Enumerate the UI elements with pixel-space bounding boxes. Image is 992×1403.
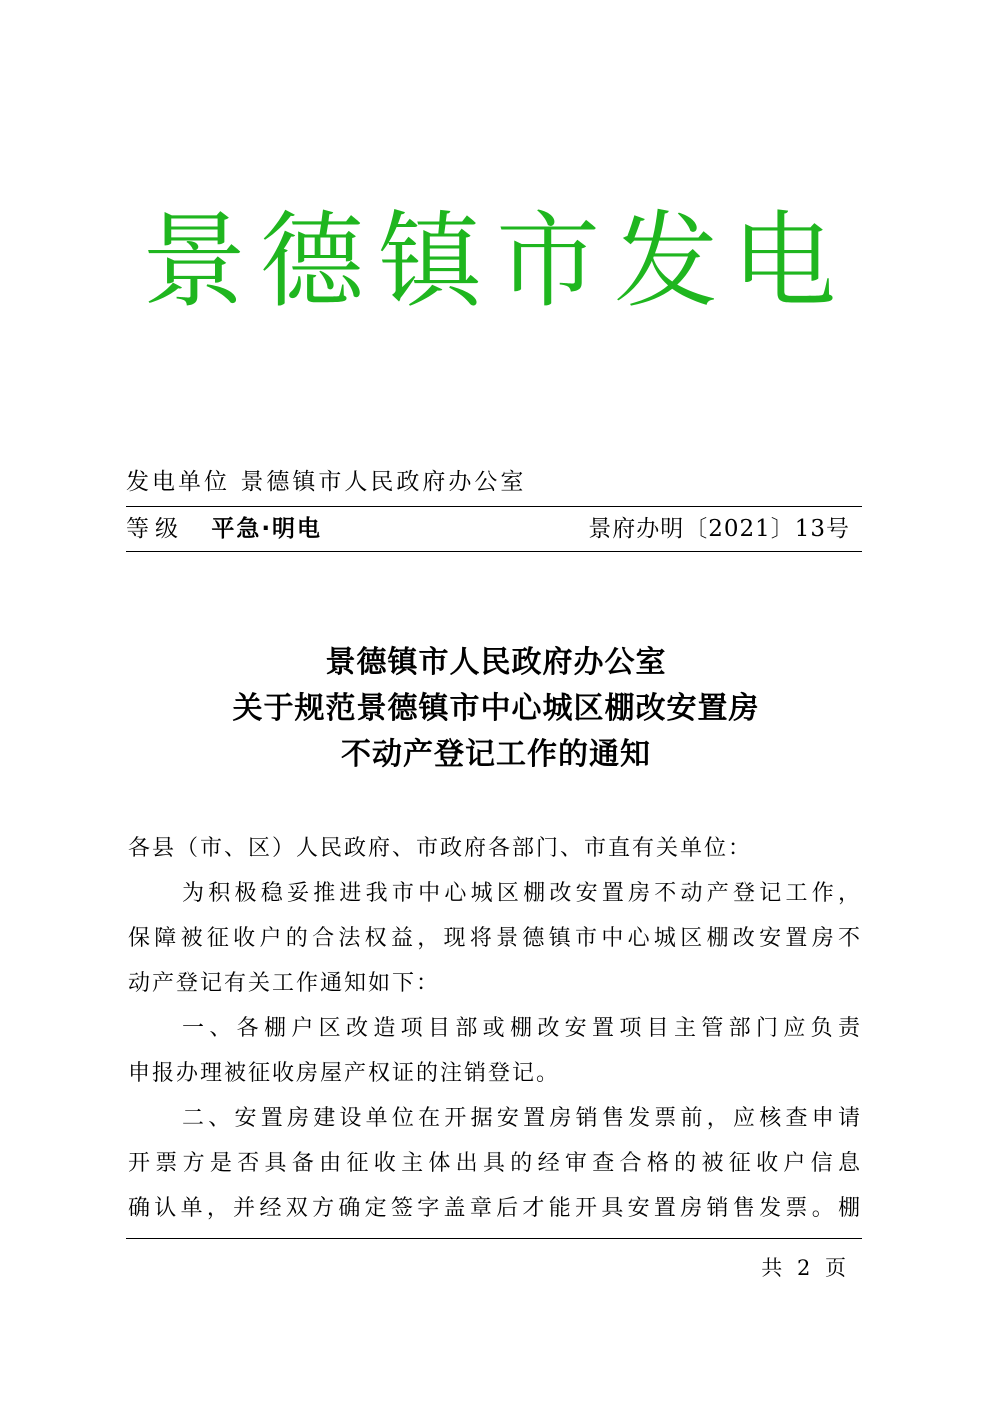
paragraph-1-line-3: 动产登记有关工作通知如下： (128, 971, 441, 996)
grade-row (126, 508, 862, 551)
salutation: 各县（市、区）人民政府、市政府各部门、市直有关单位： (128, 836, 753, 861)
document-body (128, 826, 862, 1231)
sender-value: 景德镇市人民政府办公室 (240, 469, 527, 495)
paragraph-3-line-2: 开票方是否具备由征收主体出具的经审查合格的被征收户信息 (128, 1151, 862, 1176)
paragraph-2-line-2: 申报办理被征收房屋产权证的注销登记。 (128, 1061, 561, 1086)
paragraph-1-line-1: 为积极稳妥推进我市中心城区棚改安置房不动产登记工作， (182, 881, 862, 906)
document-title (0, 640, 992, 778)
title-line-3: 不动产登记工作的通知 (341, 737, 651, 772)
paragraph-1-line-2: 保障被征收户的合法权益，现将景德镇市中心城区棚改安置房不 (128, 926, 862, 951)
page-count: 共 2 页 (761, 1256, 850, 1280)
top-rule (126, 506, 862, 507)
title-line-2: 关于规范景德镇市中心城区棚改安置房 (232, 691, 760, 726)
grade-value: 平急·明电 (211, 516, 323, 542)
page-footer (126, 1250, 862, 1286)
paragraph-2-line-1: 一、各棚户区改造项目部或棚改安置项目主管部门应负责 (182, 1016, 862, 1041)
grade-label: 等级 (126, 516, 184, 542)
paragraph-3-line-1: 二、安置房建设单位在开据安置房销售发票前，应核查申请 (182, 1106, 862, 1131)
bottom-rule (126, 1238, 862, 1239)
masthead-title: 景德镇市发电 (141, 200, 850, 322)
paragraph-3-line-3: 确认单，并经双方确定签字盖章后才能开具安置房销售发票。棚 (128, 1196, 862, 1221)
title-line-1: 景德镇市人民政府办公室 (325, 645, 667, 680)
grade-group (126, 508, 322, 551)
document-number: 景府办明〔2021〕13号 (588, 516, 850, 542)
middle-rule (126, 551, 862, 552)
sender-label: 发电单位 (126, 469, 230, 495)
sender-row (126, 462, 862, 502)
